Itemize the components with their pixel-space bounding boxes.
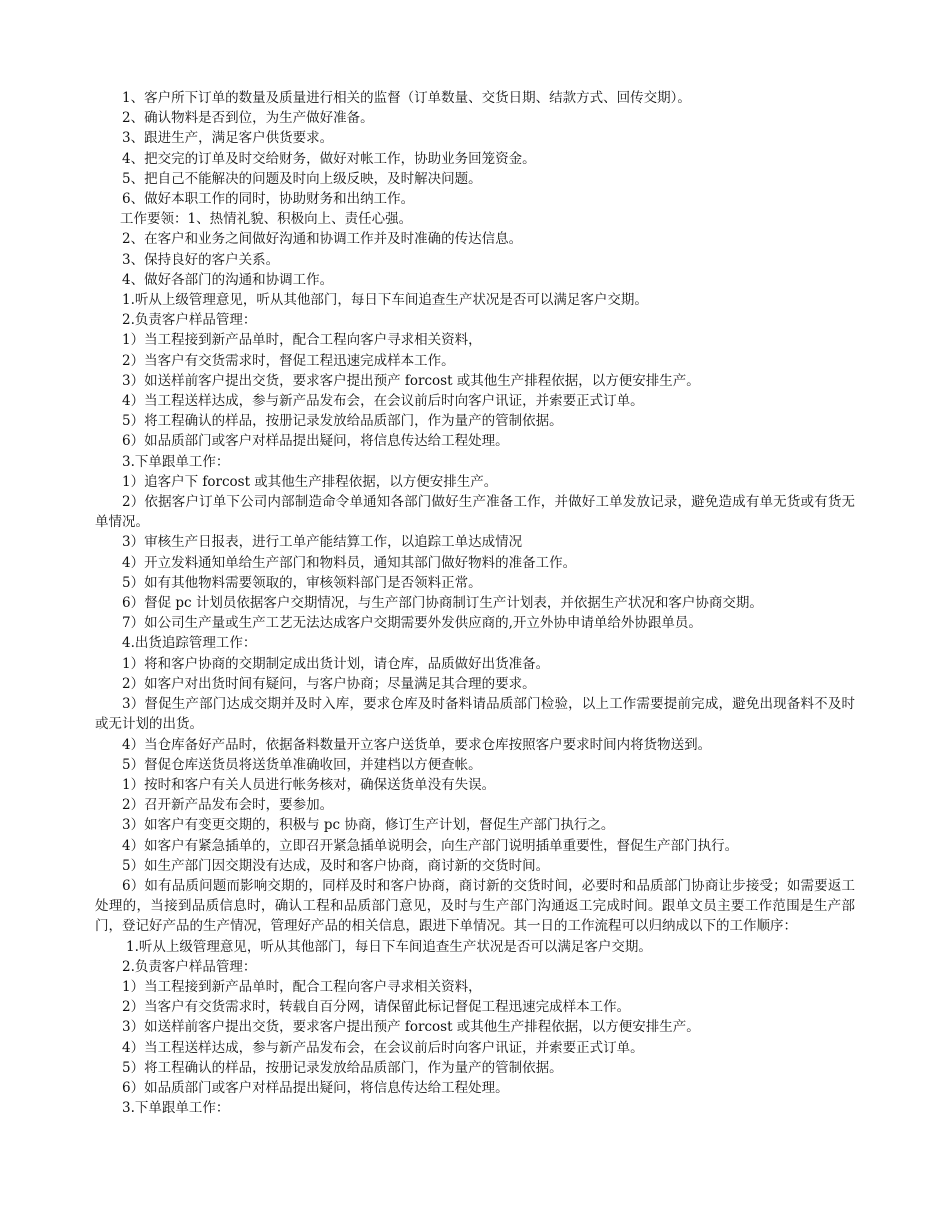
paragraph: 1）当工程接到新产品单时，配合工程向客户寻求相关资料， xyxy=(122,978,482,995)
paragraph: 4）开立发料通知单给生产部门和物料员，通知其部门做好物料的准备工作。 xyxy=(122,554,577,571)
paragraph: 1）按时和客户有关人员进行帐务核对，确保送货单没有失误。 xyxy=(122,776,496,793)
paragraph: 4、做好各部门的沟通和协调工作。 xyxy=(122,271,334,288)
paragraph: 2）如客户对出货时间有疑问，与客户协商；尽量满足其合理的要求。 xyxy=(122,675,536,692)
paragraph: 2）当客户有交货需求时，转载自百分网，请保留此标记督促工程迅速完成样本工作。 xyxy=(122,999,631,1016)
paragraph: 3、保持良好的客户关系。 xyxy=(122,251,280,268)
paragraph: 4）如客户有紧急插单的，立即召开紧急插单说明会，向生产部门说明插单重要性，督促生产部门执行。 xyxy=(122,837,739,854)
paragraph: 3.下单跟单工作： xyxy=(122,453,230,470)
paragraph: 5）将工程确认的样品，按册记录发放给品质部门，作为量产的管制依据。 xyxy=(122,413,563,430)
paragraph: 3）如送样前客户提出交货，要求客户提出预产 forcost 或其他生产排程依据，以方便安排生产。 xyxy=(122,1019,700,1036)
paragraph: 3.下单跟单工作： xyxy=(122,1100,230,1117)
paragraph: 1.听从上级管理意见，听从其他部门，每日下车间追查生产状况是否可以满足客户交期。 xyxy=(126,938,652,955)
paragraph: 6）如品质部门或客户对样品提出疑问，将信息传达给工程处理。 xyxy=(122,1079,509,1096)
paragraph: 3）审核生产日报表，进行工单产能结算工作，以追踪工单达成情况 xyxy=(122,534,523,551)
document-body xyxy=(95,88,855,1118)
paragraph: 1）当工程接到新产品单时，配合工程向客户寻求相关资料， xyxy=(122,332,482,349)
paragraph: 3、跟进生产，满足客户供货要求。 xyxy=(122,130,334,147)
paragraph: 3）如客户有变更交期的，积极与 pc 协商，修订生产计划，督促生产部门执行之。 xyxy=(122,817,615,834)
paragraph: 4、把交完的订单及时交给财务，做好对帐工作，协助业务回笼资金。 xyxy=(122,150,536,167)
paragraph: 1）追客户下 forcost 或其他生产排程依据，以方便安排生产。 xyxy=(122,473,498,490)
paragraph: 5、把自己不能解决的问题及时向上级反映，及时解决问题。 xyxy=(122,170,482,187)
paragraph: 6、做好本职工作的同时，协助财务和出纳工作。 xyxy=(122,191,415,208)
paragraph: 2）依据客户订单下公司内部制造命令单通知各部门做好生产准备工作，并做好工单发放记录，避免造成有单无货或有货无单情况。 xyxy=(95,494,855,531)
paragraph: 2）当客户有交货需求时，督促工程迅速完成样本工作。 xyxy=(122,352,455,369)
paragraph: 4）当工程送样达成，参与新产品发布会，在会议前后时向客户讯证，并索要正式订单。 xyxy=(122,1039,644,1056)
paragraph: 工作要领：1、热情礼貌、积极向上、责任心强。 xyxy=(120,211,413,228)
paragraph: 2.负责客户样品管理： xyxy=(122,312,257,329)
paragraph: 6）督促 pc 计划员依据客户交期情况，与生产部门协商制订生产计划表，并依据生产状况和客户协商交期。 xyxy=(122,595,763,612)
paragraph: 4.出货追踪管理工作： xyxy=(122,635,257,652)
paragraph: 3）督促生产部门达成交期并及时入库，要求仓库及时备料请品质部门检验，以上工作需要提前完成，避免出现备料不及时或无计划的出货。 xyxy=(95,696,855,733)
paragraph: 1）将和客户协商的交期制定成出货计划，请仓库，品质做好出货准备。 xyxy=(122,655,550,672)
paragraph: 1.听从上级管理意见，听从其他部门，每日下车间追查生产状况是否可以满足客户交期。 xyxy=(122,292,648,309)
paragraph: 5）将工程确认的样品，按册记录发放给品质部门，作为量产的管制依据。 xyxy=(122,1059,563,1076)
paragraph: 6）如有品质问题而影响交期的，同样及时和客户协商，商讨新的交货时间，必要时和品质部门协商让步接受；如需要返工处理的，当接到品质信息时，确认工程和品质部门意见，及时与生产部门沟通返工完成时间。跟单文员主要工作范围是生产部门，登记好产品的生产情况，管理好产品的相关信息，跟进下单情况。其一日的工作流程可以归纳成以下的工作顺序： xyxy=(95,877,855,935)
paragraph: 3）如送样前客户提出交货，要求客户提出预产 forcost 或其他生产排程依据，以方便安排生产。 xyxy=(122,372,700,389)
paragraph: 7）如公司生产量或生产工艺无法达成客户交期需要外发供应商的,开立外协申请单给外协跟单员。 xyxy=(122,615,702,632)
paragraph: 1、客户所下订单的数量及质量进行相关的监督（订单数量、交货日期、结款方式、回传交期）。 xyxy=(122,90,691,106)
paragraph: 2）召开新产品发布会时，要参加。 xyxy=(122,797,334,814)
paragraph: 5）如生产部门因交期没有达成，及时和客户协商，商讨新的交货时间。 xyxy=(122,857,550,874)
paragraph: 2、在客户和业务之间做好沟通和协调工作并及时准确的传达信息。 xyxy=(122,231,523,248)
paragraph: 2、确认物料是否到位，为生产做好准备。 xyxy=(122,110,374,127)
paragraph: 2.负责客户样品管理： xyxy=(122,958,257,975)
paragraph: 4）当仓库备好产品时，依据备料数量开立客户送货单，要求仓库按照客户要求时间内将货物送到。 xyxy=(122,736,712,753)
paragraph: 4）当工程送样达成，参与新产品发布会，在会议前后时向客户讯证，并索要正式订单。 xyxy=(122,393,644,410)
paragraph: 5）督促仓库送货员将送货单准确收回，并建档以方便查帐。 xyxy=(122,756,482,773)
paragraph: 5）如有其他物料需要领取的，审核领料部门是否领料正常。 xyxy=(122,574,482,591)
paragraph: 6）如品质部门或客户对样品提出疑问，将信息传达给工程处理。 xyxy=(122,433,509,450)
